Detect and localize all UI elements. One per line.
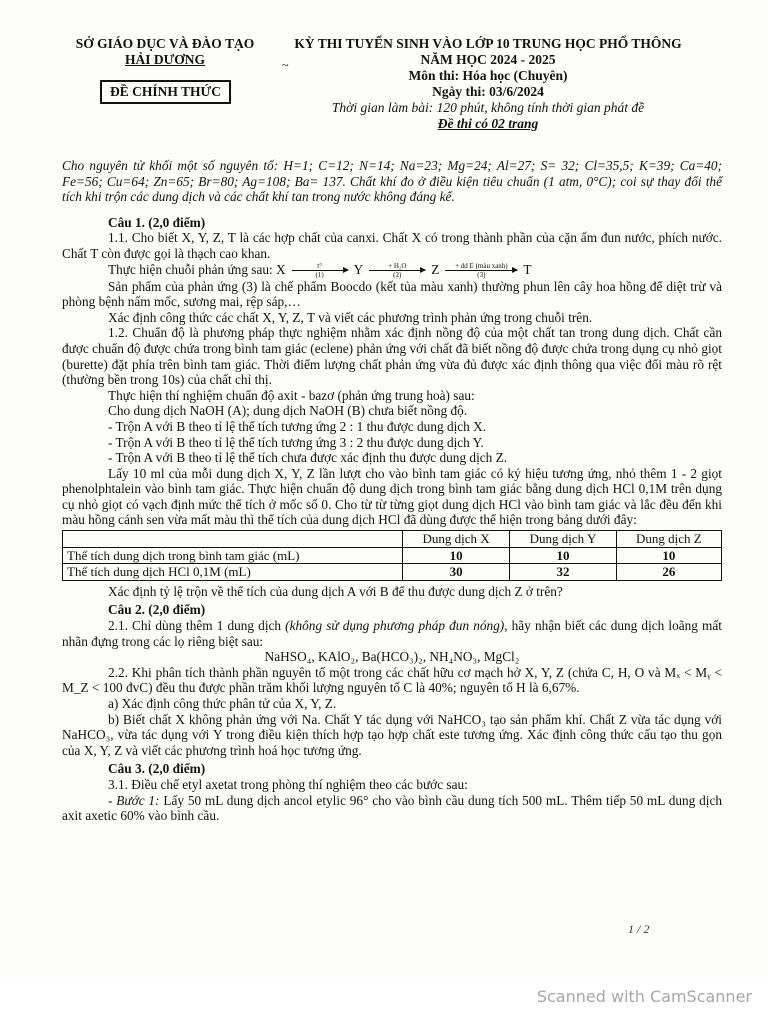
exam-subject: Môn thi: Hóa học (Chuyên): [408, 68, 568, 83]
q2-part-a: a) Xác định công thức phân tử của X, Y, Z.: [108, 696, 337, 711]
exam-title-line1: KỲ THI TUYỂN SINH VÀO LỚP 10 TRUNG HỌC PHỔ THÔNG: [294, 36, 682, 51]
department-line1: SỞ GIÁO DỤC VÀ ĐÀO TẠO: [75, 36, 255, 51]
table-cell: 10: [403, 547, 510, 564]
q1-mix-x: - Trộn A với B theo tỉ lệ thể tích tương ứng 2 : 1 thu được dung dịch X.: [108, 418, 487, 434]
q3-step-1: [62, 793, 722, 824]
q2-note: (không sử dụng phương pháp đun nóng): [285, 618, 505, 634]
handwritten-mark: ~: [282, 58, 289, 72]
q2-paragraph-2: 2.2. Khi phân tích thành phần nguyên tố một trong các chất hữu cơ mạch hở X, Y, Z (chứa C, H, O và Mₓ < Mᵧ < M_Z < 100 đvC) đều thu được phần trăm khối lượng nguyên tố C là 40%; nguyên tố H là 6,67%.: [62, 664, 722, 696]
arrow3-condition: + dd E (màu xanh): [455, 261, 508, 270]
table-header-cell: Dung dịch Z: [616, 531, 721, 548]
reaction-arrow-2: [369, 262, 425, 279]
q2-formulas: NaHSO₄, KAlO₂, Ba(HCO₃)₂, NH₄NO₃, MgCl₂: [264, 649, 520, 665]
department-header: [60, 36, 270, 68]
q1-paragraph-1: 1.1. Cho biết X, Y, Z, T là các hợp chất của canxi. Chất X có trong thành phần của cặn ấm đun nước, phích nước. Chất T còn được gọi là thạch cao khan.: [62, 230, 722, 261]
department-line2: HẢI DƯƠNG: [124, 52, 206, 67]
titration-table: [62, 530, 722, 581]
question3-title: Câu 3. (2,0 điểm): [108, 761, 206, 777]
atomic-masses-intro: Cho nguyên tử khối một số nguyên tố: H=1; C=12; N=14; Na=23; Mg=24; Al=27; S= 32; Cl=35,5; K=39; Ca=40; Fe=56; Cu=64; Zn=65; Br=80; Ag=108; Ba= 137. Chất khí đo ở điều kiện tiêu chuẩn (1 atm, 0°C); coi sự thay đổi thể tích khi trộn các dung dịch và các chất khí tan trong nước không đáng kể.: [62, 158, 722, 205]
compound-t: T: [523, 262, 532, 278]
exam-content: [62, 158, 722, 824]
arrow3-shaft: [445, 270, 517, 271]
table-row-label: Thể tích dung dịch trong bình tam giác (mL): [63, 547, 403, 564]
table-header-row: [63, 531, 722, 548]
table-cell: 10: [510, 547, 617, 564]
q2-part-b: b) Biết chất X không phản ứng với Na. Chất Y tác dụng với NaHCO₃ tạo sản phẩm khí. Chất Z vừa tác dụng với NaHCO₃, vừa tác dụng với Y trong điều kiện thích hợp tạo hợp chất este tương ứng. Xác định công thức cấu tạo thu gọn của X, Y, Z và viết các phương trình hoá học tương ứng.: [62, 711, 722, 758]
exam-title-line2: NĂM HỌC 2024 - 2025: [420, 52, 556, 67]
chain-label: Thực hiện chuỗi phản ứng sau: X: [108, 262, 286, 278]
q1-mix-y: - Trộn A với B theo tỉ lệ thể tích tương ứng 3 : 2 thu được dung dịch Y.: [108, 434, 484, 450]
q1-paragraph-3: Xác định công thức các chất X, Y, Z, T và viết các phương trình phản ứng trong chuỗi trên.: [108, 309, 593, 325]
q2-text: , hãy nhận biết các dung dịch loãng mất nhãn đựng trong các lọ riêng biệt sau:: [62, 618, 722, 649]
exam-date: Ngày thi: 03/6/2024: [432, 84, 544, 99]
exam-page-count: Đề thi có 02 trang: [437, 116, 539, 131]
table-cell: 30: [403, 564, 510, 581]
question1-title: Câu 1. (2,0 điểm): [108, 214, 206, 230]
arrow1-condition: t°: [317, 261, 323, 270]
q1-paragraph-5: Thực hiện thí nghiệm chuẩn độ axit - bazơ (phản ứng trung hoà) sau:: [108, 387, 475, 403]
arrow3-step: (3): [477, 270, 486, 279]
q1-mix-z: - Trộn A với B theo tỉ lệ thể tích chưa được xác định thu được dung dịch Z.: [108, 450, 508, 466]
table-header-cell: Dung dịch X: [403, 531, 510, 548]
arrow2-step: (2): [393, 270, 402, 279]
page-number: 1 / 2: [628, 922, 650, 936]
q2-text: 2.1. Chỉ dùng thêm 1 dung dịch: [108, 618, 286, 634]
reaction-chain: [62, 262, 722, 279]
q3-paragraph-1: 3.1. Điều chế etyl axetat trong phòng thí nghiệm theo các bước sau:: [108, 776, 468, 792]
question2-title: Câu 2. (2,0 điểm): [108, 602, 206, 618]
step-label: - Bước 1:: [108, 792, 160, 808]
table-cell: 32: [510, 564, 617, 581]
q2-paragraph-1: [62, 618, 722, 649]
reaction-arrow-3: [445, 262, 517, 279]
arrow1-step: (1): [315, 270, 324, 279]
q1-paragraph-4: 1.2. Chuẩn độ là phương pháp thực nghiệm nhằm xác định nồng độ của một chất tan trong dung dịch. Chất cần được chuẩn độ được chứa trong bình tam giác (eclene) phản ứng với chất đã biết nồng độ được chứa trong dụng cụ nhỏ giọt (burette) đặt phía trên bình tam giác. Thời điểm lượng chất phản ứng vừa đủ được xác định thông qua việc đổi màu rõ rệt (thường bền trong 10s) của chất chỉ thị.: [62, 325, 722, 388]
q1-paragraph-6: Cho dung dịch NaOH (A); dung dịch NaOH (B) chưa biết nồng độ.: [108, 403, 468, 419]
camscanner-watermark: Scanned with CamScanner: [536, 987, 752, 1006]
official-exam-box: ĐỀ CHÍNH THỨC: [100, 80, 231, 104]
compound-z: Z: [431, 262, 440, 278]
q1-paragraph-11: Xác định tỷ lệ trộn về thể tích của dung dịch A với B để thu được dung dịch Z ở trên?: [108, 583, 563, 599]
compound-y: Y: [353, 262, 364, 278]
table-row: [63, 547, 722, 564]
reaction-arrow-1: [292, 262, 348, 279]
exam-duration: Thời gian làm bài: 120 phút, không tính thời gian phát đề: [331, 100, 645, 115]
arrow2-condition: + H₂O: [388, 261, 407, 270]
q1-paragraph-10: Lấy 10 ml của mỗi dung dịch X, Y, Z lần lượt cho vào bình tam giác có ký hiệu tương ứng, nhỏ thêm 1 - 2 giọt phenolphtalein vào bình tam giác. Thực hiện chuẩn độ dung dịch trong bình tam giác bằng dung dịch HCl 0,1M trên dụng cụ nhỏ giọt có vạch định mức thể tích ở mốc số 0. Cho từ từ từng giọt dung dịch HCl vào bình tam giác và lắc đều đến khi màu hồng cánh sen vừa mất màu thì thể tích của dung dịch HCl đã dùng được thể hiện trong bảng dưới đây:: [62, 465, 722, 528]
table-cell: 26: [616, 564, 721, 581]
table-row-label: Thể tích dung dịch HCl 0,1M (mL): [63, 564, 403, 581]
table-header-cell: Dung dịch Y: [510, 531, 617, 548]
arrow1-shaft: [292, 270, 348, 271]
step-text: Lấy 50 mL dung dịch ancol etylic 96° cho vào bình cầu dung tích 500 mL. Thêm tiếp 50 mL dung dịch axit axetic 60% vào bình cầu.: [62, 792, 723, 824]
exam-header: [268, 36, 708, 132]
table-header-cell: [63, 531, 403, 548]
q1-paragraph-2: Sản phẩm của phản ứng (3) là chế phẩm Boocdo (kết tủa màu xanh) thường phun lên cây hoa hồng để diệt trừ và phòng bệnh nấm mốc, sương mai, rệp sáp,…: [62, 278, 722, 310]
arrow2-shaft: [369, 270, 425, 271]
table-cell: 10: [616, 547, 721, 564]
table-row: [63, 564, 722, 581]
